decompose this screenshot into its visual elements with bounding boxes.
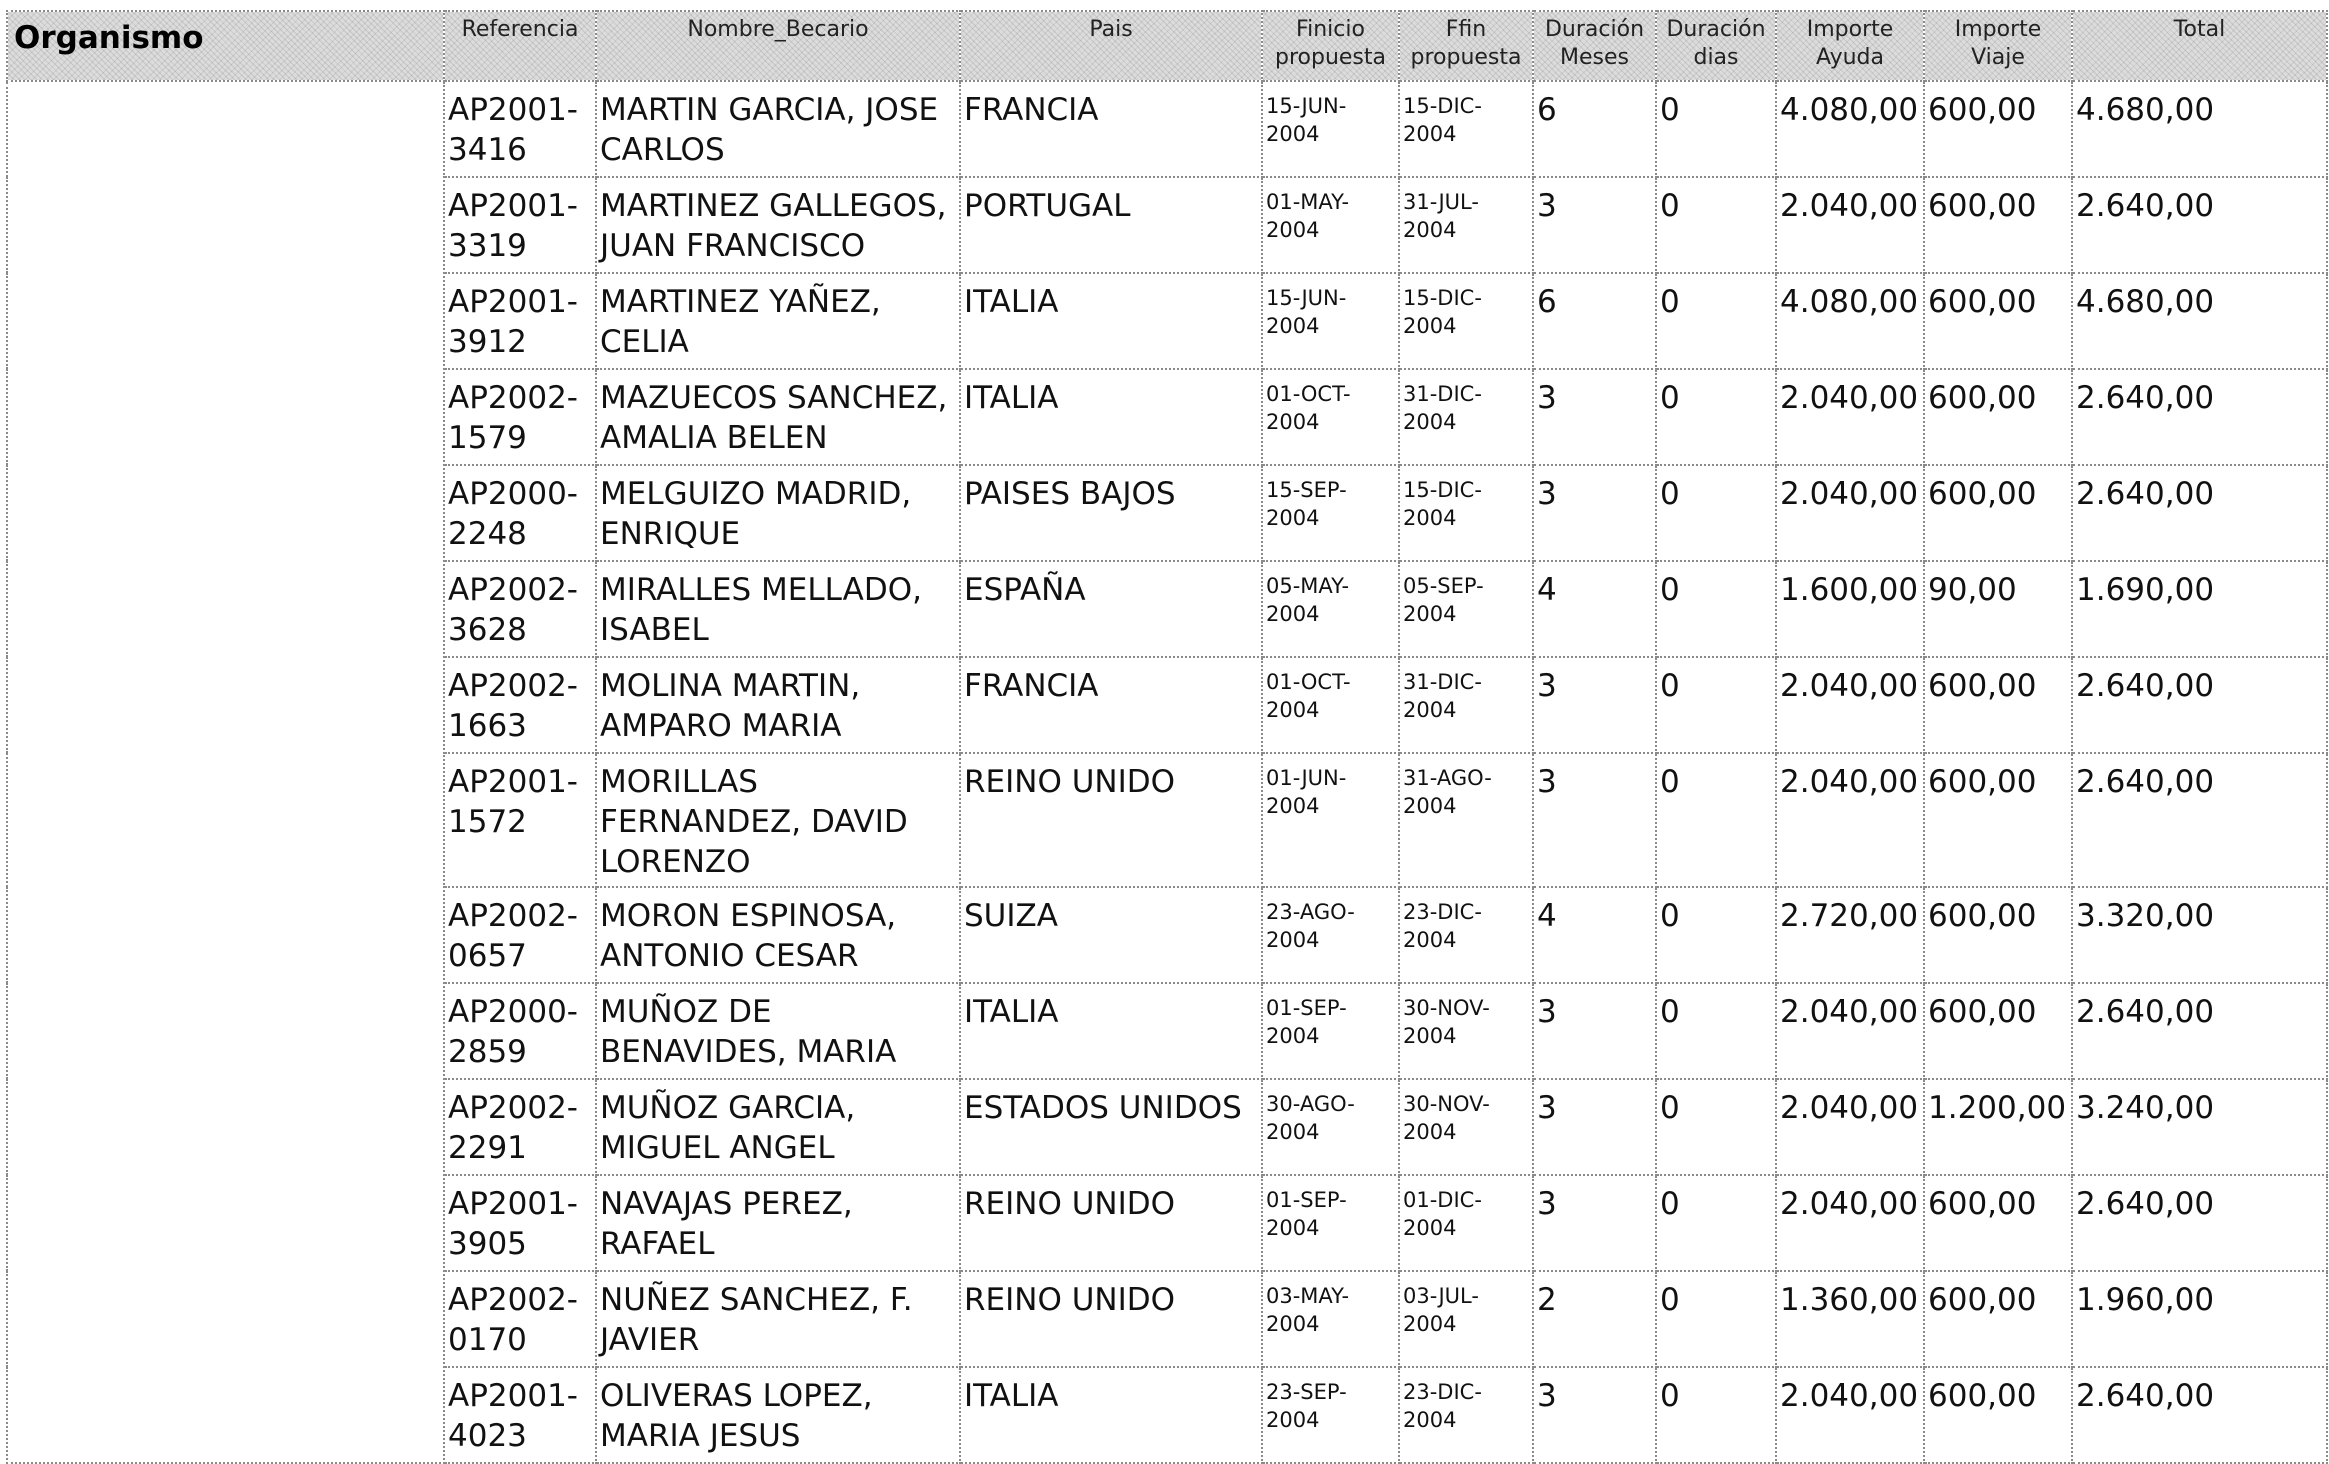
cell-importe-ayuda: 1.360,00 — [1776, 1271, 1924, 1367]
cell-importe-ayuda: 2.040,00 — [1776, 1079, 1924, 1175]
cell-total: 2.640,00 — [2072, 177, 2327, 273]
cell-duracion-meses: 3 — [1533, 369, 1656, 465]
cell-importe-ayuda: 2.040,00 — [1776, 1175, 1924, 1271]
cell-importe-viaje: 600,00 — [1924, 887, 2072, 983]
cell-total: 3.240,00 — [2072, 1079, 2327, 1175]
cell-pais: ITALIA — [960, 1367, 1262, 1463]
cell-total: 2.640,00 — [2072, 369, 2327, 465]
cell-ffin: 01-DIC-2004 — [1399, 1175, 1533, 1271]
cell-pais: FRANCIA — [960, 657, 1262, 753]
cell-duracion-meses: 6 — [1533, 273, 1656, 369]
cell-nombre-becario: OLIVERAS LOPEZ, MARIA JESUS — [596, 1367, 960, 1463]
cell-nombre-becario: MORON ESPINOSA, ANTONIO CESAR — [596, 887, 960, 983]
cell-nombre-becario: MUÑOZ GARCIA, MIGUEL ANGEL — [596, 1079, 960, 1175]
cell-referencia: AP2001-3319 — [444, 177, 596, 273]
cell-finicio: 01-SEP-2004 — [1262, 1175, 1399, 1271]
cell-ffin: 05-SEP-2004 — [1399, 561, 1533, 657]
cell-ffin: 23-DIC-2004 — [1399, 1367, 1533, 1463]
cell-duracion-dias: 0 — [1656, 983, 1776, 1079]
cell-ffin: 03-JUL-2004 — [1399, 1271, 1533, 1367]
cell-duracion-meses: 3 — [1533, 1175, 1656, 1271]
cell-importe-viaje: 600,00 — [1924, 1367, 2072, 1463]
cell-finicio: 30-AGO-2004 — [1262, 1079, 1399, 1175]
cell-duracion-meses: 3 — [1533, 1367, 1656, 1463]
cell-importe-ayuda: 2.040,00 — [1776, 1367, 1924, 1463]
cell-total: 2.640,00 — [2072, 465, 2327, 561]
becarios-table — [6, 10, 2328, 1464]
cell-duracion-dias: 0 — [1656, 1367, 1776, 1463]
cell-pais: ITALIA — [960, 369, 1262, 465]
cell-pais: REINO UNIDO — [960, 753, 1262, 887]
cell-referencia: AP2002-1663 — [444, 657, 596, 753]
cell-importe-viaje: 600,00 — [1924, 273, 2072, 369]
cell-total: 2.640,00 — [2072, 753, 2327, 887]
cell-importe-viaje: 600,00 — [1924, 81, 2072, 177]
header-importe-viaje: Importe Viaje — [1924, 11, 2072, 81]
cell-nombre-becario: MIRALLES MELLADO, ISABEL — [596, 561, 960, 657]
cell-duracion-dias: 0 — [1656, 1271, 1776, 1367]
cell-pais: REINO UNIDO — [960, 1271, 1262, 1367]
cell-organismo — [7, 81, 444, 1463]
cell-nombre-becario: NAVAJAS PEREZ, RAFAEL — [596, 1175, 960, 1271]
cell-ffin: 15-DIC-2004 — [1399, 465, 1533, 561]
cell-referencia: AP2001-4023 — [444, 1367, 596, 1463]
cell-importe-viaje: 600,00 — [1924, 369, 2072, 465]
cell-pais: ESTADOS UNIDOS — [960, 1079, 1262, 1175]
header-organismo: Organismo — [7, 11, 444, 81]
cell-duracion-dias: 0 — [1656, 1079, 1776, 1175]
cell-importe-ayuda: 4.080,00 — [1776, 81, 1924, 177]
cell-nombre-becario: MAZUECOS SANCHEZ, AMALIA BELEN — [596, 369, 960, 465]
cell-duracion-dias: 0 — [1656, 369, 1776, 465]
cell-total: 4.680,00 — [2072, 273, 2327, 369]
cell-pais: ITALIA — [960, 273, 1262, 369]
cell-total: 2.640,00 — [2072, 1175, 2327, 1271]
cell-nombre-becario: MARTIN GARCIA, JOSE CARLOS — [596, 81, 960, 177]
cell-total: 2.640,00 — [2072, 983, 2327, 1079]
cell-nombre-becario: MARTINEZ YAÑEZ, CELIA — [596, 273, 960, 369]
cell-ffin: 23-DIC-2004 — [1399, 887, 1533, 983]
cell-finicio: 01-JUN-2004 — [1262, 753, 1399, 887]
cell-finicio: 23-SEP-2004 — [1262, 1367, 1399, 1463]
cell-total: 3.320,00 — [2072, 887, 2327, 983]
cell-finicio: 01-OCT-2004 — [1262, 369, 1399, 465]
cell-pais: ESPAÑA — [960, 561, 1262, 657]
cell-importe-viaje: 600,00 — [1924, 465, 2072, 561]
cell-referencia: AP2001-3416 — [444, 81, 596, 177]
cell-duracion-dias: 0 — [1656, 561, 1776, 657]
cell-importe-viaje: 600,00 — [1924, 1271, 2072, 1367]
cell-total: 1.690,00 — [2072, 561, 2327, 657]
cell-nombre-becario: MELGUIZO MADRID, ENRIQUE — [596, 465, 960, 561]
header-duracion-meses: Duración Meses — [1533, 11, 1656, 81]
cell-importe-viaje: 600,00 — [1924, 983, 2072, 1079]
cell-duracion-dias: 0 — [1656, 887, 1776, 983]
cell-referencia: AP2001-3912 — [444, 273, 596, 369]
cell-nombre-becario: MARTINEZ GALLEGOS, JUAN FRANCISCO — [596, 177, 960, 273]
cell-nombre-becario: MUÑOZ DE BENAVIDES, MARIA — [596, 983, 960, 1079]
header-duracion-dias: Duración dias — [1656, 11, 1776, 81]
cell-finicio: 01-SEP-2004 — [1262, 983, 1399, 1079]
cell-duracion-dias: 0 — [1656, 177, 1776, 273]
header-nombre-becario: Nombre_Becario — [596, 11, 960, 81]
cell-importe-ayuda: 2.720,00 — [1776, 887, 1924, 983]
cell-total: 2.640,00 — [2072, 1367, 2327, 1463]
cell-referencia: AP2001-1572 — [444, 753, 596, 887]
cell-importe-ayuda: 4.080,00 — [1776, 273, 1924, 369]
cell-total: 2.640,00 — [2072, 657, 2327, 753]
cell-duracion-meses: 3 — [1533, 753, 1656, 887]
cell-importe-viaje: 1.200,00 — [1924, 1079, 2072, 1175]
cell-total: 4.680,00 — [2072, 81, 2327, 177]
cell-importe-viaje: 600,00 — [1924, 657, 2072, 753]
cell-pais: PAISES BAJOS — [960, 465, 1262, 561]
cell-nombre-becario: MOLINA MARTIN, AMPARO MARIA — [596, 657, 960, 753]
cell-duracion-meses: 2 — [1533, 1271, 1656, 1367]
cell-importe-viaje: 600,00 — [1924, 1175, 2072, 1271]
cell-finicio: 15-JUN-2004 — [1262, 81, 1399, 177]
cell-importe-ayuda: 2.040,00 — [1776, 369, 1924, 465]
cell-ffin: 15-DIC-2004 — [1399, 273, 1533, 369]
cell-importe-viaje: 600,00 — [1924, 753, 2072, 887]
header-total: Total — [2072, 11, 2327, 81]
cell-duracion-meses: 3 — [1533, 465, 1656, 561]
cell-importe-ayuda: 2.040,00 — [1776, 177, 1924, 273]
cell-duracion-meses: 3 — [1533, 657, 1656, 753]
cell-pais: SUIZA — [960, 887, 1262, 983]
cell-ffin: 31-JUL-2004 — [1399, 177, 1533, 273]
header-pais: Pais — [960, 11, 1262, 81]
cell-importe-ayuda: 1.600,00 — [1776, 561, 1924, 657]
cell-pais: FRANCIA — [960, 81, 1262, 177]
cell-importe-viaje: 600,00 — [1924, 177, 2072, 273]
cell-pais: REINO UNIDO — [960, 1175, 1262, 1271]
cell-ffin: 30-NOV-2004 — [1399, 1079, 1533, 1175]
cell-referencia: AP2002-0657 — [444, 887, 596, 983]
cell-ffin: 15-DIC-2004 — [1399, 81, 1533, 177]
cell-importe-ayuda: 2.040,00 — [1776, 753, 1924, 887]
cell-duracion-dias: 0 — [1656, 753, 1776, 887]
cell-duracion-dias: 0 — [1656, 273, 1776, 369]
cell-nombre-becario: MORILLAS FERNANDEZ, DAVID LORENZO — [596, 753, 960, 887]
cell-referencia: AP2002-1579 — [444, 369, 596, 465]
cell-finicio: 05-MAY-2004 — [1262, 561, 1399, 657]
cell-finicio: 15-JUN-2004 — [1262, 273, 1399, 369]
cell-importe-ayuda: 2.040,00 — [1776, 465, 1924, 561]
cell-referencia: AP2000-2859 — [444, 983, 596, 1079]
cell-referencia: AP2001-3905 — [444, 1175, 596, 1271]
cell-finicio: 03-MAY-2004 — [1262, 1271, 1399, 1367]
cell-importe-ayuda: 2.040,00 — [1776, 983, 1924, 1079]
cell-ffin: 30-NOV-2004 — [1399, 983, 1533, 1079]
header-row — [7, 11, 2327, 81]
cell-importe-ayuda: 2.040,00 — [1776, 657, 1924, 753]
cell-finicio: 15-SEP-2004 — [1262, 465, 1399, 561]
cell-referencia: AP2002-0170 — [444, 1271, 596, 1367]
cell-ffin: 31-DIC-2004 — [1399, 657, 1533, 753]
header-ffin-propuesta: Ffin propuesta — [1399, 11, 1533, 81]
table-row — [7, 81, 2327, 177]
cell-duracion-dias: 0 — [1656, 657, 1776, 753]
cell-finicio: 23-AGO-2004 — [1262, 887, 1399, 983]
cell-total: 1.960,00 — [2072, 1271, 2327, 1367]
cell-ffin: 31-AGO-2004 — [1399, 753, 1533, 887]
cell-duracion-meses: 3 — [1533, 983, 1656, 1079]
cell-pais: PORTUGAL — [960, 177, 1262, 273]
cell-duracion-dias: 0 — [1656, 81, 1776, 177]
cell-importe-viaje: 90,00 — [1924, 561, 2072, 657]
cell-referencia: AP2002-2291 — [444, 1079, 596, 1175]
cell-finicio: 01-MAY-2004 — [1262, 177, 1399, 273]
header-referencia: Referencia — [444, 11, 596, 81]
header-importe-ayuda: Importe Ayuda — [1776, 11, 1924, 81]
cell-duracion-dias: 0 — [1656, 465, 1776, 561]
cell-nombre-becario: NUÑEZ SANCHEZ, F. JAVIER — [596, 1271, 960, 1367]
header-finicio-propuesta: Finicio propuesta — [1262, 11, 1399, 81]
cell-pais: ITALIA — [960, 983, 1262, 1079]
cell-ffin: 31-DIC-2004 — [1399, 369, 1533, 465]
cell-referencia: AP2002-3628 — [444, 561, 596, 657]
cell-duracion-meses: 3 — [1533, 177, 1656, 273]
cell-duracion-dias: 0 — [1656, 1175, 1776, 1271]
cell-duracion-meses: 4 — [1533, 561, 1656, 657]
cell-referencia: AP2000-2248 — [444, 465, 596, 561]
cell-duracion-meses: 6 — [1533, 81, 1656, 177]
cell-duracion-meses: 4 — [1533, 887, 1656, 983]
cell-finicio: 01-OCT-2004 — [1262, 657, 1399, 753]
cell-duracion-meses: 3 — [1533, 1079, 1656, 1175]
